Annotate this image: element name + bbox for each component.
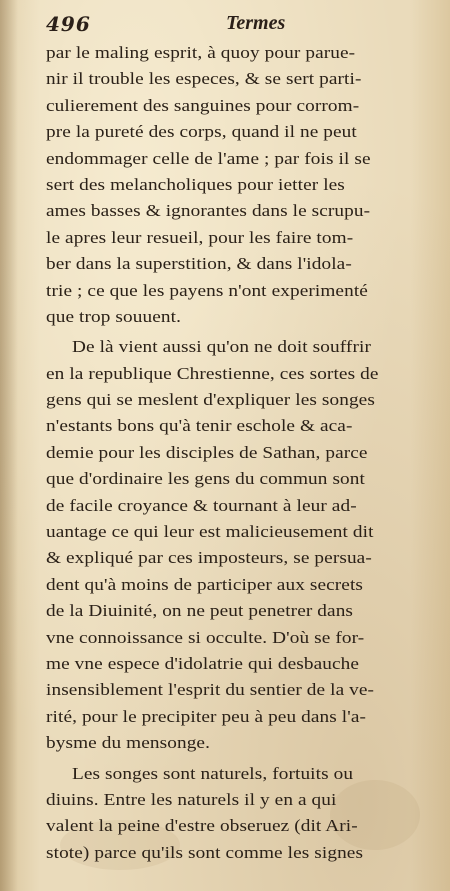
page-number: 496 xyxy=(46,12,91,36)
gutter-shadow xyxy=(0,0,18,891)
text-line: valent la peine d'estre obseruez (dit Ari- xyxy=(46,816,358,836)
text-line: ber dans la superstition, & dans l'idola- xyxy=(46,254,352,274)
text-line: & expliqué par ces imposteurs, se persua- xyxy=(46,548,372,568)
running-head: Termes xyxy=(226,12,286,34)
text-line: Les songes sont naturels, fortuits ou xyxy=(72,763,354,783)
text-line: que trop souuent. xyxy=(46,306,182,326)
text-line: demie pour les disciples de Sathan, parce xyxy=(46,442,368,462)
text-line: en la republique Chrestienne, ces sortes de xyxy=(46,363,379,383)
paragraph xyxy=(46,761,432,867)
page-header xyxy=(46,12,426,42)
text-line: stote) parce qu'ils sont comme les signes xyxy=(46,842,364,862)
text-line: endommager celle de l'ame ; par fois il se xyxy=(46,148,371,168)
text-line: que d'ordinaire les gens du commun sont xyxy=(46,469,365,489)
text-line: bysme du mensonge. xyxy=(46,733,211,753)
text-line: le apres leur resueil, pour les faire tom- xyxy=(46,227,354,247)
text-line: par le maling esprit, à quoy pour parue- xyxy=(46,43,356,62)
paragraph xyxy=(46,334,432,756)
text-line: sert des melancholiques pour ietter les xyxy=(46,174,345,194)
text-line: culierement des sanguines pour corrom- xyxy=(46,95,360,115)
text-line: me vne espece d'idolatrie qui desbauche xyxy=(46,653,360,673)
text-line: dent qu'à moins de participer aux secrets xyxy=(46,574,364,594)
text-line: ames basses & ignorantes dans le scrupu- xyxy=(46,201,371,221)
text-line: de la Diuinité, on ne peut penetrer dans xyxy=(46,601,354,621)
text-line: insensiblement l'esprit du sentier de la ve- xyxy=(46,680,375,700)
text-line: de facile croyance & tournant à leur ad- xyxy=(46,495,357,515)
text-line: De là vient aussi qu'on ne doit souffrir xyxy=(72,337,371,357)
text-line: vne connoissance si occulte. D'où se for- xyxy=(46,627,365,647)
text-line: rité, pour le precipiter peu à peu dans l'a- xyxy=(46,706,367,726)
text-line: uantage ce qui leur est malicieusement dit xyxy=(46,522,374,542)
text-line: gens qui se meslent d'expliquer les songes xyxy=(46,390,375,410)
paragraph xyxy=(46,40,432,330)
text-line: nir il trouble les especes, & se sert parti- xyxy=(46,69,362,89)
text-line: diuins. Entre les naturels il y en a qui xyxy=(46,789,337,809)
text-line: n'estants bons qu'à tenir eschole & aca- xyxy=(46,416,353,436)
text-line: pre la pureté des corps, quand il ne peut xyxy=(46,122,357,142)
text-line: trie ; ce que les payens n'ont experimenté xyxy=(46,280,368,300)
body-text xyxy=(46,40,432,866)
